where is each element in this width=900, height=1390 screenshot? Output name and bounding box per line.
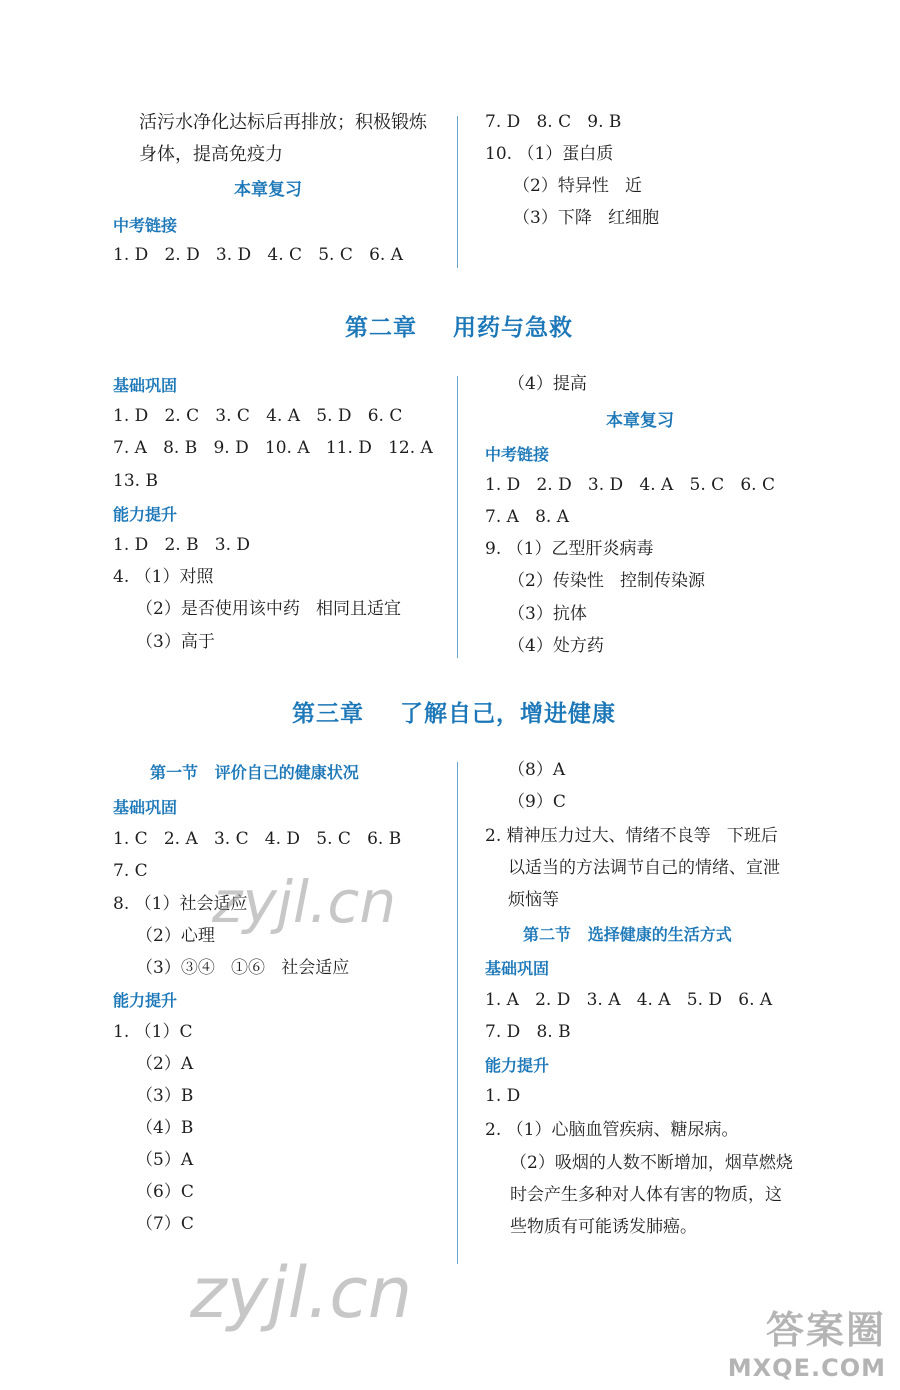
- answer-line: 身体，提高免疫力: [139, 144, 283, 165]
- watermark-logo-cn: 答案圈: [765, 1308, 886, 1352]
- watermark-text: zyjl.cn: [212, 868, 397, 936]
- answer-line: 些物质有可能诱发肺癌。: [510, 1217, 697, 1237]
- answer-line: （3）③④ ①⑥ 社会适应: [136, 958, 350, 978]
- answer-line: 1. D: [485, 1086, 521, 1106]
- subheading-exam-link: 中考链接: [113, 216, 178, 235]
- answer-line: 1. C 2. A 3. C 4. D 5. C 6. B: [113, 829, 402, 849]
- answer-line: （3）B: [136, 1086, 194, 1106]
- answer-line: （4）处方药: [508, 636, 604, 656]
- answer-line: 1. D 2. C 3. C 4. A 5. D 6. C: [113, 406, 403, 426]
- answer-line: 烦恼等: [508, 890, 559, 910]
- answer-line: 7. D 8. C 9. B: [485, 112, 622, 132]
- subheading-ability: 能力提升: [113, 505, 178, 524]
- subheading-basics: 基础巩固: [113, 798, 178, 817]
- answer-line: （8）A: [508, 760, 566, 780]
- answer-line: 活污水净化达标后再排放；积极锻炼: [139, 112, 427, 133]
- answer-line: （2）A: [136, 1054, 194, 1074]
- watermark-logo: [728, 1299, 886, 1382]
- answer-line: （3）下降 红细胞: [513, 208, 660, 228]
- answer-line: （3）高于: [136, 632, 215, 652]
- answer-line: （2）是否使用该中药 相同且适宜: [136, 599, 402, 619]
- chapter-title: 第三章 了解自己，增进健康: [292, 701, 617, 727]
- answer-line: 2. 精神压力过大、情绪不良等 下班后: [485, 826, 778, 846]
- answer-line: 1. D 2. B 3. D: [113, 535, 251, 555]
- answer-line: （2）心理: [136, 926, 215, 946]
- answer-line: （4）提高: [508, 374, 587, 394]
- answer-line: 7. C: [113, 861, 148, 881]
- answer-line: （5）A: [136, 1150, 194, 1170]
- subheading-exam-link: 中考链接: [485, 445, 550, 464]
- answer-line: （2）传染性 控制传染源: [508, 571, 706, 591]
- section-heading-chapter-review: 本章复习: [234, 180, 302, 200]
- column-divider: [457, 762, 458, 1264]
- answer-line: 时会产生多种对人体有害的物质，这: [510, 1185, 782, 1205]
- answer-line: 1. D 2. D 3. D 4. A 5. C 6. C: [485, 475, 775, 495]
- answer-line: 1. A 2. D 3. A 4. A 5. D 6. A: [485, 990, 773, 1010]
- answer-line: 8. （1）社会适应: [113, 894, 248, 914]
- column-divider-top: [457, 116, 458, 268]
- subheading-basics: 基础巩固: [485, 959, 550, 978]
- subheading-basics: 基础巩固: [113, 376, 178, 395]
- answer-line: 1. D 2. D 3. D 4. C 5. C 6. A: [113, 245, 403, 265]
- watermark-text: zyjl.cn: [190, 1252, 413, 1334]
- section-heading: 第一节 评价自己的健康状况: [150, 763, 359, 782]
- answer-line: 13. B: [113, 471, 158, 491]
- answer-line: 9. （1）乙型肝炎病毒: [485, 539, 654, 559]
- section-heading-chapter-review: 本章复习: [606, 411, 674, 431]
- subheading-ability: 能力提升: [485, 1056, 550, 1075]
- answer-line: （6）C: [136, 1182, 194, 1202]
- answer-line: 4. （1）对照: [113, 567, 214, 587]
- answer-line: （4）B: [136, 1118, 194, 1138]
- answer-line: 1. （1）C: [113, 1022, 193, 1042]
- section-heading: 第二节 选择健康的生活方式: [523, 925, 732, 944]
- watermark-logo-en: MXQE.COM: [727, 1354, 886, 1382]
- answer-line: 7. A 8. A: [485, 507, 570, 527]
- column-divider: [457, 376, 458, 658]
- answer-line: 2. （1）心脑血管疾病、糖尿病。: [485, 1120, 739, 1140]
- subheading-ability: 能力提升: [113, 991, 178, 1010]
- answer-line: （7）C: [136, 1214, 194, 1234]
- answer-line: 7. D 8. B: [485, 1022, 571, 1042]
- answer-line: （9）C: [508, 792, 566, 812]
- answer-line: （2）特异性 近: [513, 176, 643, 196]
- answer-line: （3）抗体: [508, 604, 587, 624]
- answer-line: 10. （1）蛋白质: [485, 144, 614, 164]
- answer-line: 以适当的方法调节自己的情绪、宣泄: [508, 858, 780, 878]
- chapter-title: 第二章 用药与急救: [345, 315, 574, 341]
- answer-line: （2）吸烟的人数不断增加，烟草燃烧: [510, 1153, 793, 1173]
- answer-line: 7. A 8. B 9. D 10. A 11. D 12. A: [113, 438, 433, 458]
